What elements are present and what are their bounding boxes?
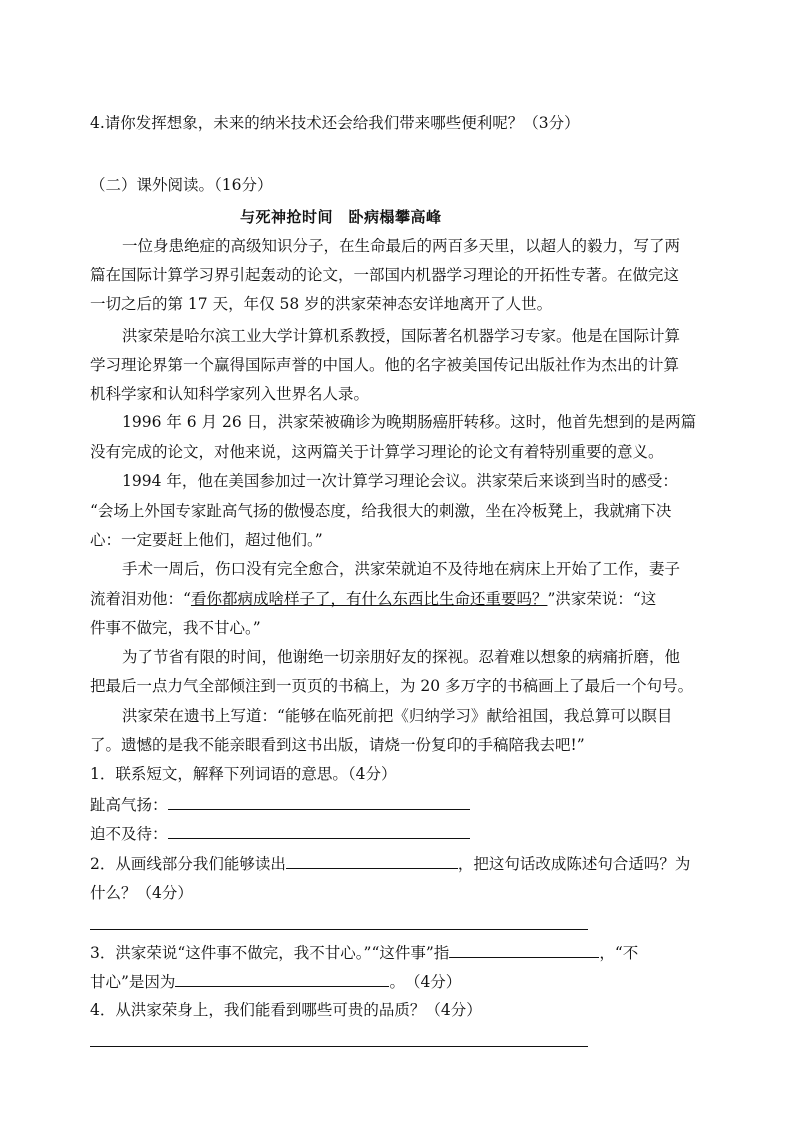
- question-3-line-2: [90, 970, 461, 993]
- paragraph-6-line-1: 为了节省有限的时间，他谢绝一切亲朋好友的探视。忍着难以想象的病痛折磨，他: [122, 648, 681, 666]
- article-title: 与死神抢时间 卧病榻攀高峰: [240, 208, 442, 226]
- paragraph-2-line-1: 洪家荣是哈尔滨工业大学计算机系教授，国际著名机器学习专家。他是在国际计算: [122, 327, 681, 345]
- answer-blank[interactable]: [168, 822, 470, 839]
- paragraph-7-line-1: 洪家荣在遗书上写道：“能够在临死前把《归纳学习》献给祖国，我总算可以瞑目: [122, 707, 673, 725]
- paragraph-2-line-3: 机科学家和认知科学家列入世界名人录。: [90, 385, 370, 403]
- answer-blank[interactable]: [168, 793, 470, 810]
- paragraph-1-line-3: 一切之后的第 17 天，年仅 58 岁的洪家荣神态安详地离开了人世。: [90, 295, 553, 313]
- paragraph-1-line-2: 篇在国际计算学习界引起轰动的论文，一部国内机器学习理论的开拓性专著。在做完这: [90, 266, 680, 284]
- paragraph-5-line-2: [90, 588, 656, 610]
- question-3-line-1: [90, 941, 638, 964]
- paragraph-4-line-2: “会场上外国专家趾高气扬的傲慢态度，给我很大的刺激，坐在冷板凳上，我就痛下决: [90, 502, 672, 520]
- paragraph-6-line-2: 把最后一点力气全部倾注到一页页的书稿上，为 20 多万字的书稿画上了最后一个句号。: [90, 677, 694, 695]
- paragraph-4-line-1: 1994 年，他在美国参加过一次计算学习理论会议。洪家荣后来谈到当时的感受：: [122, 472, 678, 490]
- paragraph-5-line-3: 件事不做完，我不甘心。”: [90, 619, 261, 637]
- paragraph-2-line-2: 学习理论界第一个赢得国际声誉的中国人。他的名字被美国传记出版社作为杰出的计算: [90, 356, 680, 374]
- term-label: 迫不及待：: [90, 825, 168, 843]
- answer-line[interactable]: [90, 1046, 588, 1047]
- question-2-text-a: 2．从画线部分我们能够读出: [90, 855, 286, 873]
- paragraph-4-line-3: 心：一定要赶上他们，超过他们。”: [90, 531, 323, 549]
- question-2-text-b: ，把这句话改成陈述句合适吗？为: [457, 855, 691, 873]
- paragraph-5-prefix: 流着泪劝他：“: [90, 590, 191, 608]
- section-heading: （二）课外阅读。（16分）: [90, 176, 273, 194]
- paragraph-5-line-1: 手术一周后，伤口没有完全愈合，洪家荣就迫不及待地在病床上开始了工作，妻子: [122, 560, 681, 578]
- question-3-text-b: ，“不: [599, 944, 639, 962]
- question-1: 1．联系短文，解释下列词语的意思。（4分）: [90, 765, 397, 783]
- question-3-text-c: 甘心”是因为: [90, 973, 176, 991]
- paragraph-5-suffix: ”洪家荣说：“这: [547, 590, 657, 608]
- term-label: 趾高气扬：: [90, 796, 168, 814]
- question-1-term-1: [90, 793, 470, 816]
- paragraph-3-line-1: 1996 年 6 月 26 日，洪家荣被确诊为晚期肠癌肝转移。这时，他首先想到的是两篇: [122, 413, 697, 431]
- paragraph-7-line-2: 了。遗憾的是我不能亲眼看到这书出版，请烧一份复印的手稿陪我去吧!”: [90, 736, 585, 754]
- answer-blank[interactable]: [449, 941, 599, 958]
- question-3-text-a: 3．洪家荣说“这件事不做完，我不甘心。”“这件事”指: [90, 944, 450, 962]
- answer-blank[interactable]: [286, 852, 458, 869]
- question-1-term-2: [90, 822, 470, 845]
- question-2-line-1: [90, 852, 690, 875]
- underlined-quote: 看你都病成啥样子了，有什么东西比生命还重要吗？: [190, 590, 548, 608]
- paragraph-3-line-2: 没有完成的论文，对他来说，这两篇关于计算学习理论的论文有着特别重要的意义。: [90, 443, 664, 461]
- question-3-text-d: 。 （4分）: [389, 973, 462, 991]
- top-question: 4.请你发挥想象，未来的纳米技术还会给我们带来哪些便利呢？（3分）: [90, 114, 580, 132]
- paragraph-1-line-1: 一位身患绝症的高级知识分子，在生命最后的两百多天里，以超人的毅力，写了两: [122, 237, 681, 255]
- answer-blank[interactable]: [175, 970, 389, 987]
- question-4: 4．从洪家荣身上，我们能看到哪些可贵的品质？（4分）: [90, 1001, 482, 1019]
- answer-line[interactable]: [90, 929, 588, 930]
- question-2-line-2: 什么？（4分）: [90, 884, 193, 902]
